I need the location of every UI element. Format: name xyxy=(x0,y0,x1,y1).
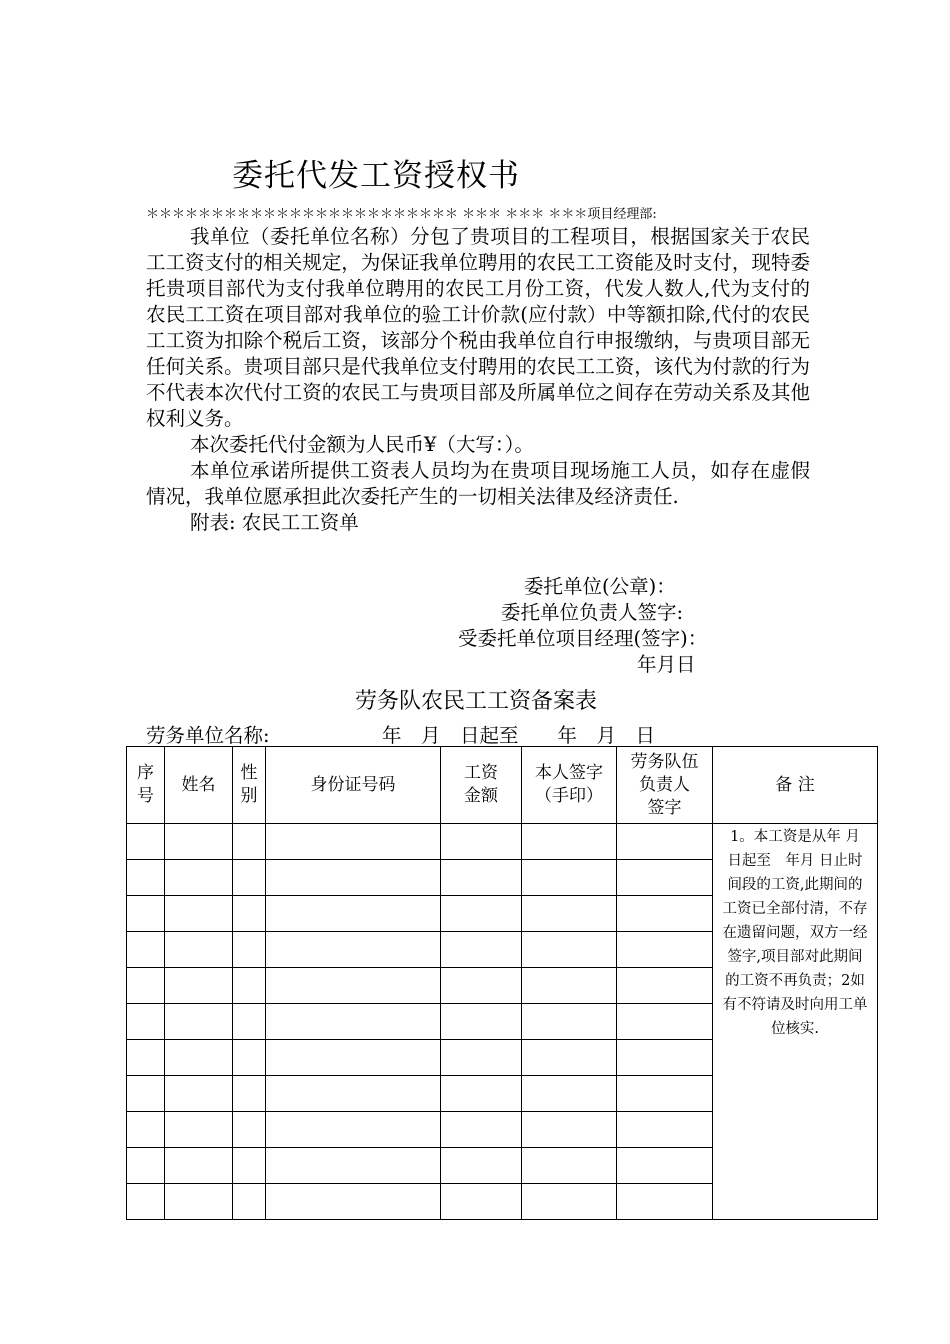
cell-signature[interactable] xyxy=(522,968,617,1004)
cell-team-leader[interactable] xyxy=(617,1076,713,1112)
signature-unit-leader: 委托单位负责人签字: xyxy=(501,601,684,624)
attachment-line: 附表: 农民工工资单 xyxy=(190,511,359,534)
cell-name[interactable] xyxy=(165,1040,233,1076)
cell-gender[interactable] xyxy=(233,896,266,932)
cell-wage[interactable] xyxy=(441,860,522,896)
cell-id-number[interactable] xyxy=(266,1004,441,1040)
cell-seq[interactable] xyxy=(127,1148,165,1184)
cell-gender[interactable] xyxy=(233,968,266,1004)
header-id-number: 身份证号码 xyxy=(266,747,441,824)
cell-gender[interactable] xyxy=(233,1184,266,1220)
cell-gender[interactable] xyxy=(233,932,266,968)
cell-name[interactable] xyxy=(165,860,233,896)
cell-gender[interactable] xyxy=(233,860,266,896)
cell-wage[interactable] xyxy=(441,1184,522,1220)
cell-gender[interactable] xyxy=(233,1112,266,1148)
signature-date: 年月日 xyxy=(637,653,696,676)
cell-signature[interactable] xyxy=(522,896,617,932)
paragraph-commitment: 本单位承诺所提供工资表人员均为在贵项目现场施工人员，如存在虚假情况，我单位愿承担此次委托产生的一切相关法律及经济责任. xyxy=(146,459,810,508)
cell-id-number[interactable] xyxy=(266,1184,441,1220)
cell-signature[interactable] xyxy=(522,1040,617,1076)
cell-id-number[interactable] xyxy=(266,824,441,860)
cell-seq[interactable] xyxy=(127,1076,165,1112)
cell-team-leader[interactable] xyxy=(617,1148,713,1184)
cell-seq[interactable] xyxy=(127,1112,165,1148)
registry-meta-row xyxy=(146,720,655,748)
cell-gender[interactable] xyxy=(233,1148,266,1184)
cell-signature[interactable] xyxy=(522,1148,617,1184)
header-gender: 性 别 xyxy=(233,747,266,824)
wage-registry-table xyxy=(126,746,878,1220)
cell-wage[interactable] xyxy=(441,968,522,1004)
cell-id-number[interactable] xyxy=(266,896,441,932)
cell-id-number[interactable] xyxy=(266,932,441,968)
cell-gender[interactable] xyxy=(233,1040,266,1076)
cell-wage[interactable] xyxy=(441,1112,522,1148)
header-team-leader: 劳务队伍 负责人 签字 xyxy=(617,747,713,824)
cell-name[interactable] xyxy=(165,1004,233,1040)
cell-wage[interactable] xyxy=(441,1004,522,1040)
period-label: 年 月 日起至 年 月 日 xyxy=(381,724,655,747)
cell-wage[interactable] xyxy=(441,1040,522,1076)
table-row xyxy=(127,824,878,860)
paragraph-amount: 本次委托代付金额为人民币¥（大写：）。 xyxy=(190,433,534,456)
cell-name[interactable] xyxy=(165,824,233,860)
cell-signature[interactable] xyxy=(522,824,617,860)
cell-team-leader[interactable] xyxy=(617,1112,713,1148)
cell-signature[interactable] xyxy=(522,1004,617,1040)
cell-wage[interactable] xyxy=(441,1076,522,1112)
cell-id-number[interactable] xyxy=(266,1040,441,1076)
cell-signature[interactable] xyxy=(522,1184,617,1220)
cell-gender[interactable] xyxy=(233,1076,266,1112)
cell-seq[interactable] xyxy=(127,860,165,896)
cell-gender[interactable] xyxy=(233,824,266,860)
cell-seq[interactable] xyxy=(127,1040,165,1076)
header-remarks: 备 注 xyxy=(713,747,878,824)
cell-team-leader[interactable] xyxy=(617,1004,713,1040)
cell-seq[interactable] xyxy=(127,1004,165,1040)
unit-name-label: 劳务单位名称: xyxy=(146,724,270,747)
cell-name[interactable] xyxy=(165,1112,233,1148)
cell-wage[interactable] xyxy=(441,896,522,932)
cell-team-leader[interactable] xyxy=(617,824,713,860)
cell-seq[interactable] xyxy=(127,968,165,1004)
table-header-row xyxy=(127,747,878,824)
cell-wage[interactable] xyxy=(441,824,522,860)
cell-signature[interactable] xyxy=(522,860,617,896)
cell-name[interactable] xyxy=(165,1148,233,1184)
cell-signature[interactable] xyxy=(522,932,617,968)
paragraph-entrustment: 我单位（委托单位名称）分包了贵项目的工程项目，根据国家关于农民工工资支付的相关规定，为保证我单位聘用的农民工工资能及时支付，现特委托贵项目部代为支付我单位聘用的农民工月份工资，代发人数人,代为支付的农民工工资在项目部对我单位的验工计价款(应付款）中等额扣除,代付的农民工工资为扣除个税后工资，该部分个税由我单位自行申报缴纳，与贵项目部无任何关系。贵项目部只是代我单位支付聘用的农民工工资，该代为付款的行为不代表本次代付工资的农民工与贵项目部及所属单位之间存在劳动关系及其他权利义务。 xyxy=(146,225,810,430)
cell-wage[interactable] xyxy=(441,1148,522,1184)
cell-id-number[interactable] xyxy=(266,860,441,896)
cell-name[interactable] xyxy=(165,896,233,932)
cell-name[interactable] xyxy=(165,1076,233,1112)
header-wage: 工资 金额 xyxy=(441,747,522,824)
header-seq: 序 号 xyxy=(127,747,165,824)
cell-seq[interactable] xyxy=(127,1184,165,1220)
cell-team-leader[interactable] xyxy=(617,1040,713,1076)
cell-id-number[interactable] xyxy=(266,1076,441,1112)
registry-title: 劳务队农民工工资备案表 xyxy=(354,689,597,714)
cell-team-leader[interactable] xyxy=(617,932,713,968)
signature-project-manager: 受委托单位项目经理(签字)： xyxy=(458,627,708,650)
remarks-cell: 1。本工资是从年 月 日起至 年月 日止时间段的工资,此期间的工资已全部付清，不存在遗留问题，双方一经签字,项目部对此期间的工资不再负责；2如有不符请及时向用工单位核实. xyxy=(713,824,878,1220)
cell-name[interactable] xyxy=(165,968,233,1004)
cell-id-number[interactable] xyxy=(266,1148,441,1184)
cell-wage[interactable] xyxy=(441,932,522,968)
addressee-line: ＊＊＊＊＊＊＊＊＊＊＊＊＊＊＊＊＊＊＊＊＊＊＊＊ ＊＊＊ ＊＊＊ ＊＊＊项目经理部: xyxy=(146,207,657,222)
header-signature: 本人签字 （手印） xyxy=(522,747,617,824)
cell-team-leader[interactable] xyxy=(617,968,713,1004)
cell-team-leader[interactable] xyxy=(617,896,713,932)
cell-signature[interactable] xyxy=(522,1076,617,1112)
cell-id-number[interactable] xyxy=(266,1112,441,1148)
document-title: 委托代发工资授权书 xyxy=(232,158,520,194)
authorization-body xyxy=(146,224,810,536)
cell-seq[interactable] xyxy=(127,824,165,860)
cell-seq[interactable] xyxy=(127,932,165,968)
cell-gender[interactable] xyxy=(233,1004,266,1040)
cell-id-number[interactable] xyxy=(266,968,441,1004)
signature-entrusting-unit: 委托单位(公章)： xyxy=(524,575,676,598)
header-name: 姓名 xyxy=(165,747,233,824)
cell-name[interactable] xyxy=(165,932,233,968)
cell-name[interactable] xyxy=(165,1184,233,1220)
cell-team-leader[interactable] xyxy=(617,860,713,896)
cell-team-leader[interactable] xyxy=(617,1184,713,1220)
cell-signature[interactable] xyxy=(522,1112,617,1148)
cell-seq[interactable] xyxy=(127,896,165,932)
